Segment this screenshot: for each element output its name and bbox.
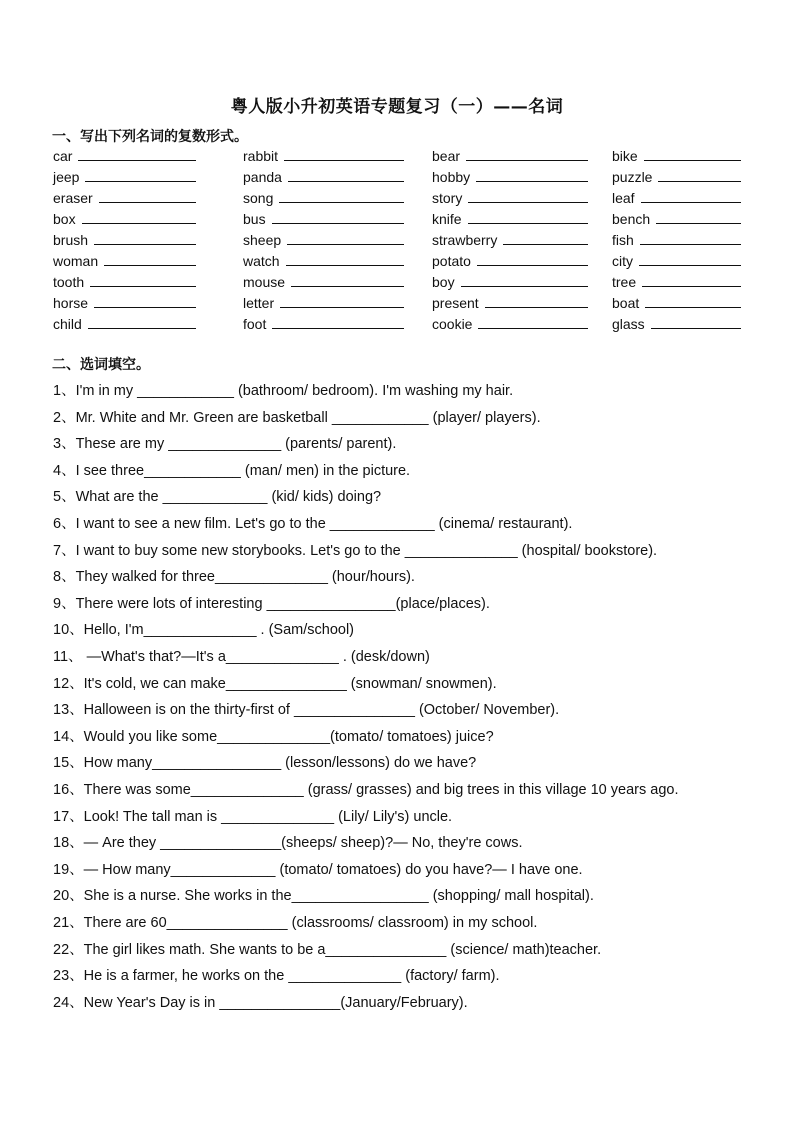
noun-word: glass: [612, 316, 645, 332]
plural-cell: [432, 147, 588, 165]
fill-in-question: 14、Would you like some______________(tomato/ tomatoes) juice?: [53, 728, 494, 745]
fill-in-question: 3、These are my ______________ (parents/ parent).: [53, 436, 397, 453]
plural-cell: [243, 252, 404, 270]
answer-blank[interactable]: [284, 160, 404, 161]
plural-cell: [243, 147, 404, 165]
answer-blank[interactable]: [279, 202, 404, 203]
answer-blank[interactable]: [468, 223, 588, 224]
fill-in-question: 11、 —What's that?—It's a______________ . (desk/down): [53, 649, 430, 665]
plural-cell: [53, 168, 196, 186]
answer-blank[interactable]: [656, 223, 741, 224]
answer-blank[interactable]: [651, 328, 741, 329]
answer-blank[interactable]: [658, 181, 741, 182]
answer-blank[interactable]: [466, 160, 588, 161]
plural-cell: [243, 294, 404, 312]
noun-word: potato: [432, 253, 471, 269]
noun-word: jeep: [53, 169, 80, 185]
noun-word: child: [53, 316, 82, 332]
plural-cell: [53, 273, 196, 291]
answer-blank[interactable]: [94, 244, 196, 245]
plural-cell: [53, 252, 196, 270]
fill-in-question: 6、I want to see a new film. Let's go to the _____________ (cinema/ restaurant).: [53, 516, 573, 532]
answer-blank[interactable]: [468, 202, 588, 203]
noun-word: boat: [612, 295, 640, 311]
noun-word: boy: [432, 274, 455, 290]
plural-cell: [243, 273, 404, 291]
plural-grid: [0, 147, 794, 337]
page-title: 粤人版小升初英语专题复习（一）——名词: [230, 97, 564, 117]
plural-cell: [53, 315, 196, 333]
fill-in-question: 10、Hello, I'm______________ . (Sam/school): [53, 622, 355, 639]
noun-word: watch: [243, 253, 280, 269]
noun-word: bench: [612, 211, 651, 227]
noun-word: story: [432, 190, 463, 206]
plural-cell: [53, 189, 196, 207]
noun-word: letter: [243, 295, 275, 311]
answer-blank[interactable]: [90, 286, 196, 287]
answer-blank[interactable]: [461, 286, 588, 287]
plural-cell: [432, 210, 588, 228]
fill-in-question: 5、What are the _____________ (kid/ kids) doing?: [53, 489, 382, 506]
noun-word: foot: [243, 316, 267, 332]
noun-word: bike: [612, 148, 638, 164]
fill-in-question: 9、There were lots of interesting ________________(place/places).: [53, 595, 490, 612]
noun-word: panda: [243, 169, 282, 185]
plural-cell: [243, 315, 404, 333]
answer-blank[interactable]: [291, 286, 404, 287]
noun-word: hobby: [432, 169, 471, 185]
noun-word: sheep: [243, 232, 282, 248]
fill-in-question: 23、He is a farmer, he works on the ______________ (factory/ farm).: [53, 968, 500, 985]
section2-heading: 二、选词填空。: [52, 357, 150, 373]
answer-blank[interactable]: [280, 307, 404, 308]
answer-blank[interactable]: [485, 307, 588, 308]
plural-cell: [612, 294, 741, 312]
plural-cell: [432, 294, 588, 312]
plural-cell: [432, 315, 588, 333]
answer-blank[interactable]: [78, 160, 196, 161]
plural-cell: [612, 189, 741, 207]
fill-in-question: 1、I'm in my ____________ (bathroom/ bedroom). I'm washing my hair.: [53, 383, 514, 399]
noun-word: knife: [432, 211, 462, 227]
noun-word: puzzle: [612, 169, 653, 185]
fill-in-question: 18、— Are they _______________(sheeps/ sheep)?— No, they're cows.: [53, 835, 523, 852]
noun-word: bus: [243, 211, 266, 227]
plural-cell: [432, 252, 588, 270]
answer-blank[interactable]: [88, 328, 196, 329]
answer-blank[interactable]: [287, 244, 404, 245]
answer-blank[interactable]: [272, 223, 404, 224]
answer-blank[interactable]: [644, 160, 741, 161]
noun-word: strawberry: [432, 232, 498, 248]
plural-cell: [53, 294, 196, 312]
plural-cell: [612, 147, 741, 165]
answer-blank[interactable]: [477, 265, 588, 266]
noun-word: woman: [53, 253, 99, 269]
fill-in-question: 15、How many________________ (lesson/lessons) do we have?: [53, 755, 477, 772]
fill-in-question: 22、The girl likes math. She wants to be a_______________ (science/ math)teacher.: [53, 941, 602, 958]
fill-in-question: 21、There are 60_______________ (classrooms/ classroom) in my school.: [53, 915, 538, 931]
plural-cell: [432, 231, 588, 249]
plural-cell: [53, 210, 196, 228]
plural-cell: [612, 252, 741, 270]
fill-in-question: 7、I want to buy some new storybooks. Let's go to the ______________ (hospital/ bookstore).: [53, 542, 658, 559]
answer-blank[interactable]: [641, 202, 741, 203]
plural-cell: [432, 273, 588, 291]
plural-cell: [612, 210, 741, 228]
fill-in-question: 16、There was some______________ (grass/ grasses) and big trees in this village 10 years ago.: [53, 782, 679, 798]
answer-blank[interactable]: [645, 307, 741, 308]
fill-in-question: 20、She is a nurse. She works in the_________________ (shopping/ mall hospital).: [53, 888, 594, 905]
noun-word: city: [612, 253, 633, 269]
plural-cell: [612, 231, 741, 249]
plural-cell: [432, 189, 588, 207]
noun-word: brush: [53, 232, 89, 248]
answer-blank[interactable]: [503, 244, 588, 245]
plural-cell: [612, 273, 741, 291]
plural-cell: [53, 231, 196, 249]
answer-blank[interactable]: [476, 181, 588, 182]
fill-in-question: 17、Look! The tall man is ______________ (Lily/ Lily's) uncle.: [53, 808, 453, 825]
noun-word: bear: [432, 148, 461, 164]
plural-cell: [243, 189, 404, 207]
answer-blank[interactable]: [94, 307, 196, 308]
answer-blank[interactable]: [272, 328, 404, 329]
noun-word: leaf: [612, 190, 635, 206]
fill-in-question: 4、I see three____________ (man/ men) in the picture.: [53, 462, 411, 479]
answer-blank[interactable]: [85, 181, 196, 182]
fill-in-question: 8、They walked for three______________ (hour/hours).: [53, 569, 415, 586]
fill-in-question: 13、Halloween is on the thirty-first of _______________ (October/ November).: [53, 702, 560, 719]
answer-blank[interactable]: [288, 181, 404, 182]
noun-word: cookie: [432, 316, 473, 332]
answer-blank[interactable]: [104, 265, 196, 266]
fill-in-question: 2、Mr. White and Mr. Green are basketball ____________ (player/ players).: [53, 409, 541, 426]
fill-in-question: 19、— How many_____________ (tomato/ tomatoes) do you have?— I have one.: [53, 861, 583, 878]
plural-cell: [243, 210, 404, 228]
noun-word: box: [53, 211, 76, 227]
answer-blank[interactable]: [82, 223, 196, 224]
noun-word: car: [53, 148, 73, 164]
noun-word: fish: [612, 232, 634, 248]
noun-word: present: [432, 295, 479, 311]
answer-blank[interactable]: [639, 265, 741, 266]
noun-word: tree: [612, 274, 637, 290]
plural-cell: [243, 231, 404, 249]
section1-heading: 一、写出下列名词的复数形式。: [52, 129, 248, 145]
noun-word: eraser: [53, 190, 93, 206]
fill-in-question: 24、New Year's Day is in _______________(January/February).: [53, 994, 468, 1011]
noun-word: horse: [53, 295, 89, 311]
fill-in-question: 12、It's cold, we can make_______________ (snowman/ snowmen).: [53, 675, 497, 692]
noun-word: rabbit: [243, 148, 279, 164]
plural-cell: [612, 168, 741, 186]
answer-blank[interactable]: [642, 286, 741, 287]
answer-blank[interactable]: [286, 265, 404, 266]
answer-blank[interactable]: [478, 328, 588, 329]
plural-cell: [243, 168, 404, 186]
noun-word: tooth: [53, 274, 85, 290]
plural-cell: [53, 147, 196, 165]
noun-word: mouse: [243, 274, 286, 290]
plural-cell: [612, 315, 741, 333]
noun-word: song: [243, 190, 274, 206]
answer-blank[interactable]: [640, 244, 741, 245]
plural-cell: [432, 168, 588, 186]
answer-blank[interactable]: [99, 202, 196, 203]
